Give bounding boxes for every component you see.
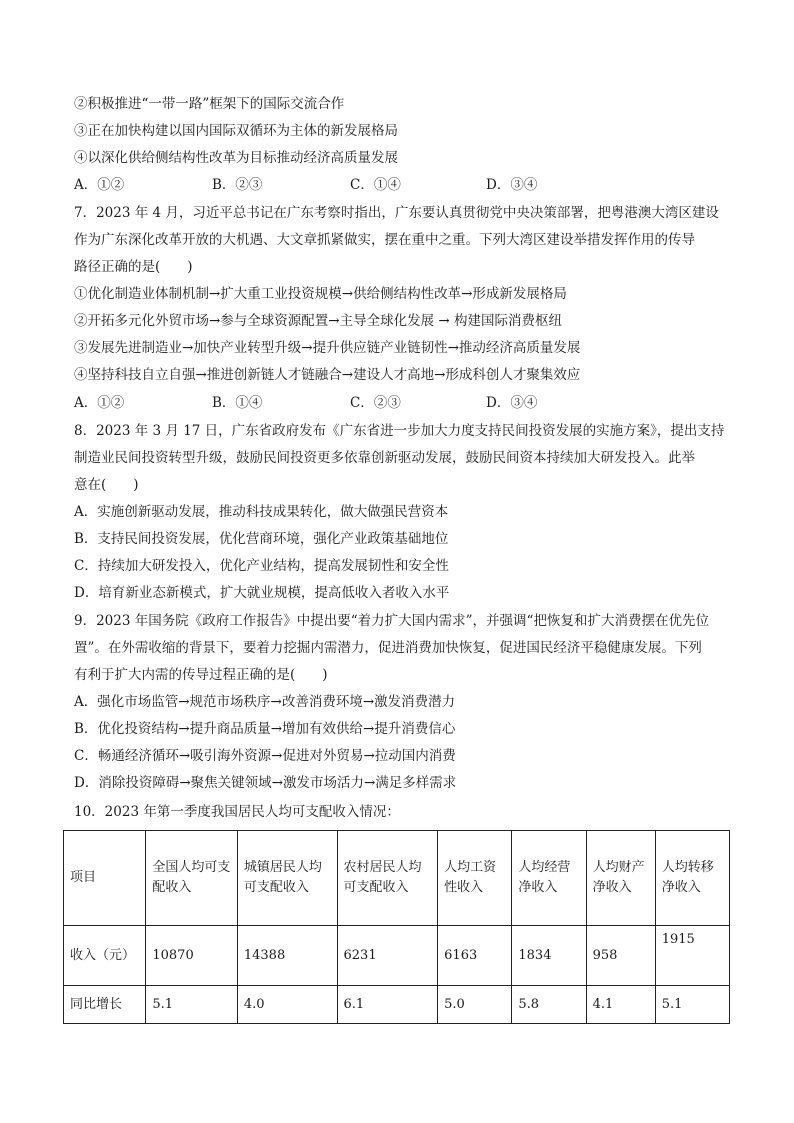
q6-item-2: ②积极推进“一带一路”框架下的国际交流合作 [74,96,345,112]
q8-option-c: C．持续加大研发投入，优化产业结构，提高发展韧性和安全性 [74,558,449,574]
header-cell: 全国人均可支配收入 [146,831,238,926]
q7-item-2: ②开拓多元化外贸市场→参与全球资源配置→主导全球化发展 → 构建国际消费枢纽 [74,313,563,329]
q7-option-d: D．③④ [486,395,538,411]
q6-option-a: A．①② [74,177,125,193]
header-cell: 人均经营净收入 [512,831,586,926]
q7-option-c: C．②③ [350,395,401,411]
q9-option-b: B．优化投资结构→提升商品质量→增加有效供给→提升消费信心 [74,721,456,737]
q7-item-4: ④坚持科技自立自强→推进创新链人才链融合→建设人才高地→形成科创人才聚集效应 [74,367,581,383]
q8-option-a: A．实施创新驱动发展，推动科技成果转化，做大做强民营资本 [74,504,449,520]
q9-option-a: A．强化市场监管→规范市场秩序→改善消费环境→激发消费潜力 [74,694,456,710]
table-cell: 6163 [438,926,512,986]
table-row [64,926,730,986]
row-label-cell: 同比增长 [64,986,146,1024]
q9-stem-line-3: 有利于扩大内需的传导过程正确的是( ) [74,667,328,683]
q10-stem: 10．2023 年第一季度我国居民人均可支配收入情况： [74,804,400,820]
q6-option-c: C．①④ [350,177,401,193]
q7-option-a: A．①② [74,395,125,411]
table-cell: 10870 [146,926,238,986]
q7-item-3: ③发展先进制造业→加快产业转型升级→提升供应链产业链韧性→推动经济高质量发展 [74,340,581,356]
table-cell: 5.0 [438,986,512,1024]
table-cell: 5.8 [512,986,586,1024]
q8-option-d: D．培育新业态新模式，扩大就业规模，提高低收入者收入水平 [74,585,450,601]
header-cell: 人均转移净收入 [655,831,729,926]
table-cell: 14388 [237,926,337,986]
q7-stem-line-2: 作为广东深化改革开放的大机遇、大文章抓紧做实，摆在重中之重。下列大湾区建设举措发挥作用的传导 [74,232,695,248]
header-cell: 人均工资性收入 [438,831,512,926]
row-label-cell: 收入（元） [64,926,146,986]
header-cell: 项目 [64,831,146,926]
table-cell: 4.0 [237,986,337,1024]
q7-stem-line-1: 7．2023 年 4 月，习近平总书记在广东考察时指出，广东要认真贯彻党中央决策部署，把粤港澳大湾区建设 [74,205,719,221]
header-cell: 人均财产净收入 [586,831,655,926]
q8-option-b: B．支持民间投资发展，优化营商环境，强化产业政策基础地位 [74,531,449,547]
table-row [64,986,730,1024]
q9-stem-line-2: 置”。在外需收缩的背景下，要着力挖掘内需潜力，促进消费加快恢复，促进国民经济平稳健康发展。下列 [74,640,702,656]
table-header-row [64,831,730,926]
q9-option-c: C．畅通经济循环→吸引海外资源→促进对外贸易→拉动国内消费 [74,748,456,764]
q7-option-b: B．①④ [212,395,263,411]
table-cell: 6.1 [337,986,438,1024]
q6-option-b: B．②③ [212,177,263,193]
q7-item-1: ①优化制造业体制机制→扩大重工业投资规模→供给侧结构性改革→形成新发展格局 [74,286,567,302]
header-cell: 城镇居民人均可支配收入 [237,831,337,926]
header-cell: 农村居民人均可支配收入 [337,831,438,926]
income-table [63,830,730,1024]
table-cell: 1834 [512,926,586,986]
q8-stem-line-2: 制造业民间投资转型升级，鼓励民间投资更多依靠创新驱动发展，鼓励民间资本持续加大研发投入。此举 [74,450,695,466]
table-cell: 6231 [337,926,438,986]
table-cell: 958 [586,926,655,986]
q6-item-4: ④以深化供给侧结构性改革为目标推动经济高质量发展 [74,150,398,166]
q7-stem-line-3: 路径正确的是( ) [74,259,193,275]
q9-option-d: D．消除投资障碍→聚焦关键领域→激发市场活力→满足多样需求 [74,775,457,791]
q6-option-d: D．③④ [486,177,538,193]
q8-stem-line-3: 意在( ) [74,477,139,493]
q8-stem-line-1: 8．2023 年 3 月 17 日，广东省政府发布《广东省进一步加大力度支持民间投资发展的实施方案》，提出支持 [74,423,725,439]
table-cell: 1915 [655,926,729,986]
q9-stem-line-1: 9．2023 年国务院《政府工作报告》中提出要“着力扩大国内需求”，并强调“把恢复和扩大消费摆在优先位 [74,613,709,629]
table-cell: 5.1 [655,986,729,1024]
table-cell: 4.1 [586,986,655,1024]
table-cell: 5.1 [146,986,238,1024]
q6-item-3: ③正在加快构建以国内国际双循环为主体的新发展格局 [74,123,398,139]
